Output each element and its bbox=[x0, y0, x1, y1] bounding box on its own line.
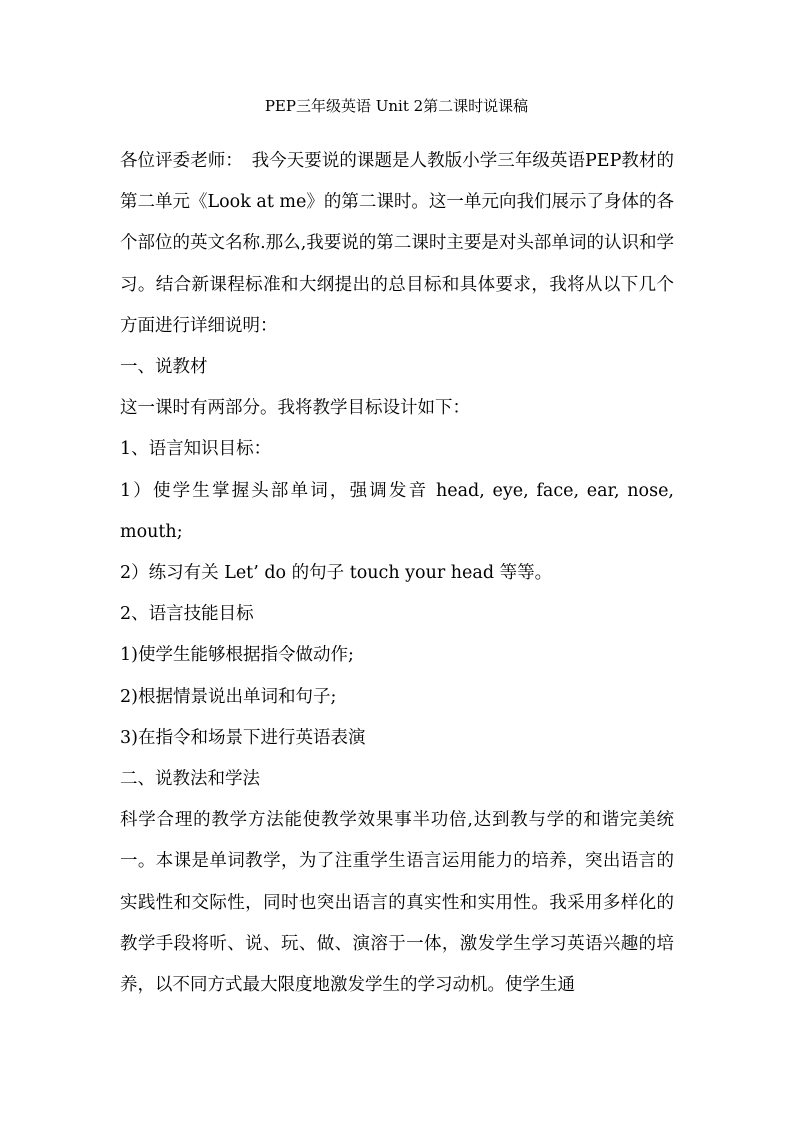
section-heading-textbook: 一、说教材 bbox=[120, 357, 208, 378]
list-item-knowledge-2: 2）练习有关 Let’ do 的句子 touch your head 等等。 bbox=[120, 563, 553, 584]
section-heading-methods: 二、说教法和学法 bbox=[120, 769, 260, 790]
subheading-language-knowledge: 1、语言知识目标： bbox=[120, 439, 272, 460]
paragraph-lesson-parts: 这一课时有两部分。我将教学目标设计如下： bbox=[120, 398, 470, 419]
document-title: PEP三年级英语 Unit 2第二课时说课稿 bbox=[264, 97, 529, 115]
subheading-language-skills: 2、语言技能目标 bbox=[120, 604, 254, 625]
methods-paragraph: 科学合理的教学方法能使教学效果事半功倍,达到教与学的和谐完美统一。本课是单词教学，为了注重学生语言运用能力的培养，突出语言的实践性和交际性，同时也突出语言的真实性和实用性。我采用多样化的教学手段将听、说、玩、做、演溶于一体，激发学生学习英语兴趣的培养，以不同方式最大限度地激发学生的学习动机。使学生通 bbox=[120, 810, 674, 996]
list-item-skills-3: 3)在指令和场景下进行英语表演 bbox=[120, 727, 366, 748]
list-item-knowledge-1: 1）使学生掌握头部单词，强调发音 head, eye, face, ear, nose, mouth; bbox=[120, 480, 674, 542]
document-body bbox=[120, 141, 674, 1006]
list-item-skills-1: 1)使学生能够根据指令做动作; bbox=[120, 645, 354, 666]
list-item-skills-2: 2)根据情景说出单词和句子; bbox=[120, 686, 337, 707]
intro-paragraph: 各位评委老师： 我今天要说的课题是人教版小学三年级英语PEP教材的第二单元《Look at me》的第二课时。这一单元向我们展示了身体的各个部位的英文名称.那么,我要说的第二课时主要是对头部单词的认识和学习。结合新课程标准和大纲提出的总目标和具体要求，我将从以下几个方面进行详细说明： bbox=[120, 151, 674, 336]
